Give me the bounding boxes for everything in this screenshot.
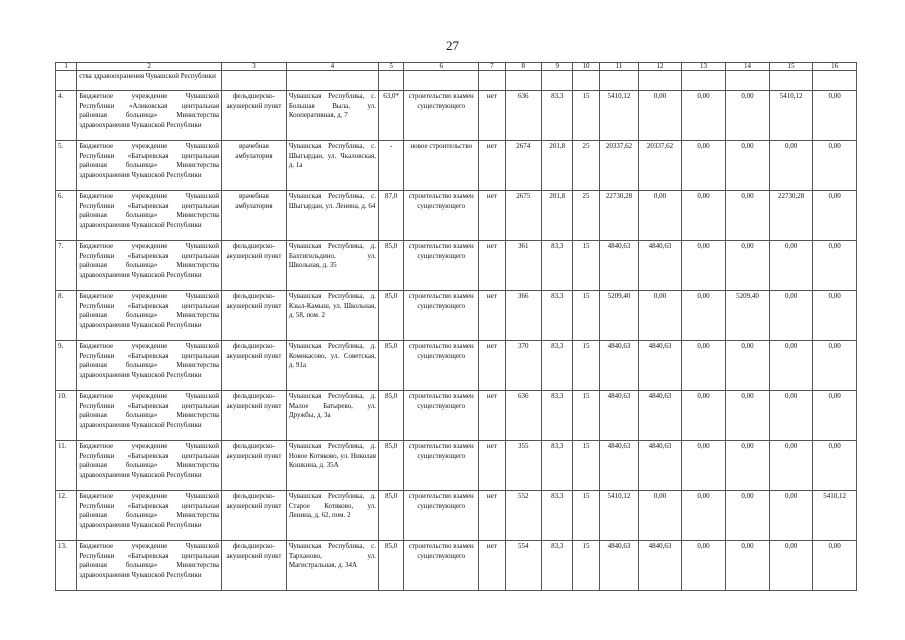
value-cell: 0,00 [726, 341, 770, 391]
value-cell: 4840,63 [599, 541, 638, 591]
value-cell: 0,00 [681, 541, 726, 591]
value-cell: 0,00 [726, 241, 770, 291]
facility-type-cell: фельдшерско-акушерский пункт [222, 241, 287, 291]
value-cell: 0,00 [639, 491, 682, 541]
row-number-cell: 5. [56, 141, 77, 191]
value-cell: 15 [573, 541, 599, 591]
table-row [56, 141, 857, 191]
value-cell: 4840,63 [639, 541, 682, 591]
facility-type-cell: врачебная амбулатория [222, 191, 287, 241]
col-header: 15 [769, 63, 813, 71]
col-header: 12 [639, 63, 682, 71]
facility-type-cell: фельдшерско-акушерский пункт [222, 91, 287, 141]
value-cell: 15 [573, 291, 599, 341]
col-header: 16 [813, 63, 857, 71]
wear-degree-cell: 85,0 [378, 291, 403, 341]
value-cell: 0,00 [813, 441, 857, 491]
table-row [56, 391, 857, 441]
flag-cell: нет [479, 341, 505, 391]
work-type-cell: строительство взамен существующего [404, 441, 479, 491]
value-cell: 15 [573, 491, 599, 541]
value-cell: 83,3 [542, 341, 573, 391]
address-cell: Чувашская Республика, д. Новое Котяково, ул. Николая Кошкина, д. 35А [286, 441, 378, 491]
value-cell: 22730,28 [599, 191, 638, 241]
value-cell: 554 [505, 541, 541, 591]
organization-cell: Бюджетное учреждение Чувашской Республики «Батыревская центральная районная больница» Министерства здравоохранения Чувашской Республики [77, 441, 222, 491]
facilities-table [55, 62, 857, 591]
col-header: 7 [479, 63, 505, 71]
value-cell: 636 [505, 391, 541, 441]
value-cell: 4840,63 [639, 391, 682, 441]
value-cell: 0,00 [639, 291, 682, 341]
facility-type-cell: фельдшерско-акушерский пункт [222, 491, 287, 541]
value-cell: 20337,62 [599, 141, 638, 191]
col-header: 8 [505, 63, 541, 71]
flag-cell: нет [479, 541, 505, 591]
facility-type-cell: фельдшерско-акушерский пункт [222, 291, 287, 341]
row-number-cell: 11. [56, 441, 77, 491]
row-number-cell: 7. [56, 241, 77, 291]
value-cell: 83,3 [542, 391, 573, 441]
table-row [56, 241, 857, 291]
flag-cell: нет [479, 91, 505, 141]
address-cell: Чувашская Республика, с. Тарханово, ул. Магистральная, д. 34А [286, 541, 378, 591]
wear-degree-cell: 85,0 [378, 341, 403, 391]
value-cell: 0,00 [726, 491, 770, 541]
value-cell: 0,00 [726, 441, 770, 491]
organization-cell: Бюджетное учреждение Чувашской Республики «Батыревская центральная районная больница» Министерства здравоохранения Чувашской Республики [77, 541, 222, 591]
value-cell: 0,00 [681, 91, 726, 141]
value-cell: 15 [573, 241, 599, 291]
value-cell: 201,8 [542, 141, 573, 191]
address-cell: Чувашская Республика, д. Старое Котяково, ул. Ленина, д. 62, пом. 2 [286, 491, 378, 541]
value-cell: 25 [573, 141, 599, 191]
facility-type-cell: фельдшерско-акушерский пункт [222, 541, 287, 591]
value-cell: 0,00 [813, 291, 857, 341]
organization-cell: Бюджетное учреждение Чувашской Республики «Батыревская центральная районная больница» Министерства здравоохранения Чувашской Республики [77, 141, 222, 191]
value-cell: 83,3 [542, 491, 573, 541]
col-header: 5 [378, 63, 403, 71]
table-row [56, 191, 857, 241]
address-cell: Чувашская Республика, с. Шыгырдан, ул. Ленина, д. 64 [286, 191, 378, 241]
wear-degree-cell: 85,0 [378, 441, 403, 491]
address-cell: Чувашская Республика, с. Шыгырдан, ул. Чкаловская, д. 1а [286, 141, 378, 191]
value-cell: 5410,12 [599, 91, 638, 141]
value-cell: 0,00 [726, 541, 770, 591]
value-cell: 4840,63 [639, 341, 682, 391]
organization-cell: Бюджетное учреждение Чувашской Республики «Батыревская центральная районная больница» Министерства здравоохранения Чувашской Республики [77, 241, 222, 291]
value-cell: 15 [573, 341, 599, 391]
value-cell: 0,00 [681, 291, 726, 341]
value-cell: 0,00 [681, 141, 726, 191]
value-cell: 0,00 [726, 91, 770, 141]
address-cell: Чувашская Республика, д. Комикасово, ул. Советская, д. 91а [286, 341, 378, 391]
value-cell: 0,00 [769, 291, 813, 341]
address-cell: Чувашская Республика, д. Малое Батырево, ул. Дружбы, д. 3а [286, 391, 378, 441]
col-header: 10 [573, 63, 599, 71]
col-header: 3 [222, 63, 287, 71]
value-cell: 0,00 [681, 441, 726, 491]
flag-cell: нет [479, 291, 505, 341]
value-cell: 83,3 [542, 441, 573, 491]
flag-cell: нет [479, 241, 505, 291]
work-type-cell: строительство взамен существующего [404, 341, 479, 391]
row-number-cell: 8. [56, 291, 77, 341]
row-number-cell: 6. [56, 191, 77, 241]
value-cell: 0,00 [769, 541, 813, 591]
wear-degree-cell: 85,0 [378, 491, 403, 541]
organization-cell: Бюджетное учреждение Чувашской Республики «Батыревская центральная районная больница» Министерства здравоохранения Чувашской Республики [77, 191, 222, 241]
value-cell: 0,00 [681, 191, 726, 241]
work-type-cell: строительство взамен существующего [404, 191, 479, 241]
work-type-cell: строительство взамен существующего [404, 541, 479, 591]
value-cell: 15 [573, 441, 599, 491]
col-header: 9 [542, 63, 573, 71]
wear-degree-cell: 85,0 [378, 241, 403, 291]
continued-row [56, 71, 857, 91]
value-cell: 15 [573, 391, 599, 441]
organization-cell: Бюджетное учреждение Чувашской Республики «Батыревская центральная районная больница» Министерства здравоохранения Чувашской Республики [77, 291, 222, 341]
col-header: 13 [681, 63, 726, 71]
organization-cell: Бюджетное учреждение Чувашской Республики «Батыревская центральная районная больница» Министерства здравоохранения Чувашской Республики [77, 341, 222, 391]
organization-cell: Бюджетное учреждение Чувашской Республики «Батыревская центральная районная больница» Министерства здравоохранения Чувашской Республики [77, 491, 222, 541]
wear-degree-cell: 85,0 [378, 541, 403, 591]
row-number-cell: 10. [56, 391, 77, 441]
flag-cell: нет [479, 391, 505, 441]
value-cell: 0,00 [813, 241, 857, 291]
value-cell: 25 [573, 191, 599, 241]
col-header: 11 [599, 63, 638, 71]
row-number-cell: 13. [56, 541, 77, 591]
col-header: 6 [404, 63, 479, 71]
table-row [56, 291, 857, 341]
table-row [56, 441, 857, 491]
address-cell: Чувашская Республика, д. Бахтигильдино, ул. Школьная, д. 35 [286, 241, 378, 291]
facility-type-cell: фельдшерско-акушерский пункт [222, 391, 287, 441]
value-cell: 370 [505, 341, 541, 391]
value-cell: 0,00 [726, 391, 770, 441]
value-cell: 5410,12 [813, 491, 857, 541]
wear-degree-cell: 85,0 [378, 391, 403, 441]
value-cell: 83,3 [542, 91, 573, 141]
wear-degree-cell: 87,0 [378, 191, 403, 241]
work-type-cell: новое строительство [404, 141, 479, 191]
work-type-cell: строительство взамен существующего [404, 491, 479, 541]
value-cell: 355 [505, 441, 541, 491]
row-number-cell: 12. [56, 491, 77, 541]
value-cell: 5209,40 [599, 291, 638, 341]
facility-type-cell: фельдшерско-акушерский пункт [222, 441, 287, 491]
value-cell: 20337,62 [639, 141, 682, 191]
value-cell: 0,00 [639, 91, 682, 141]
facility-type-cell: фельдшерско-акушерский пункт [222, 341, 287, 391]
organization-cell: Бюджетное учреждение Чувашской Республики «Батыревская центральная районная больница» Министерства здравоохранения Чувашской Республики [77, 391, 222, 441]
col-header: 1 [56, 63, 77, 71]
work-type-cell: строительство взамен существующего [404, 91, 479, 141]
value-cell: 0,00 [769, 341, 813, 391]
address-cell: Чувашская Республика, с. Большая Выла, ул. Кооперативная, д. 7 [286, 91, 378, 141]
value-cell: 366 [505, 291, 541, 341]
table-row [56, 91, 857, 141]
value-cell: 4840,63 [639, 441, 682, 491]
value-cell: 552 [505, 491, 541, 541]
value-cell: 0,00 [769, 391, 813, 441]
table-row [56, 541, 857, 591]
value-cell: 5410,12 [769, 91, 813, 141]
col-header: 2 [77, 63, 222, 71]
wear-degree-cell: 63,0* [378, 91, 403, 141]
value-cell: 0,00 [813, 391, 857, 441]
value-cell: 4840,63 [599, 391, 638, 441]
value-cell: 0,00 [813, 91, 857, 141]
table-row [56, 491, 857, 541]
wear-degree-cell: - [378, 141, 403, 191]
value-cell: 0,00 [681, 391, 726, 441]
work-type-cell: строительство взамен существующего [404, 241, 479, 291]
value-cell: 0,00 [769, 491, 813, 541]
page-number: 27 [446, 38, 459, 53]
value-cell: 0,00 [681, 241, 726, 291]
value-cell: 0,00 [681, 491, 726, 541]
row-number-cell: 4. [56, 91, 77, 141]
flag-cell: нет [479, 191, 505, 241]
work-type-cell: строительство взамен существующего [404, 391, 479, 441]
row-number-cell: 9. [56, 341, 77, 391]
column-number-header [56, 63, 857, 71]
value-cell: 0,00 [681, 341, 726, 391]
value-cell: 0,00 [813, 141, 857, 191]
work-type-cell: строительство взамен существующего [404, 291, 479, 341]
flag-cell: нет [479, 441, 505, 491]
value-cell: 83,3 [542, 541, 573, 591]
value-cell: 4840,63 [599, 241, 638, 291]
table-row [56, 341, 857, 391]
organization-cell: Бюджетное учреждение Чувашской Республики «Аликовская центральная районная больница» Министерства здравоохранения Чувашской Республики [77, 91, 222, 141]
value-cell: 0,00 [726, 191, 770, 241]
value-cell: 0,00 [813, 341, 857, 391]
col-header: 4 [286, 63, 378, 71]
value-cell: 636 [505, 91, 541, 141]
value-cell: 0,00 [769, 141, 813, 191]
value-cell: 0,00 [813, 191, 857, 241]
facility-type-cell: врачебная амбулатория [222, 141, 287, 191]
col-header: 14 [726, 63, 770, 71]
value-cell: 201,8 [542, 191, 573, 241]
value-cell: 2674 [505, 141, 541, 191]
value-cell: 361 [505, 241, 541, 291]
value-cell: 2675 [505, 191, 541, 241]
organization-cell: ства здравоохранения Чувашской Республики [77, 71, 222, 91]
value-cell: 83,3 [542, 241, 573, 291]
value-cell: 4840,63 [599, 341, 638, 391]
value-cell: 15 [573, 91, 599, 141]
flag-cell: нет [479, 491, 505, 541]
value-cell: 0,00 [726, 141, 770, 191]
address-cell: Чувашская Республика, д. Кзыл-Камыш, ул. Школьная, д. 58, пом. 2 [286, 291, 378, 341]
value-cell: 4840,63 [639, 241, 682, 291]
value-cell: 83,3 [542, 291, 573, 341]
value-cell: 0,00 [769, 441, 813, 491]
value-cell: 0,00 [769, 241, 813, 291]
value-cell: 5209,40 [726, 291, 770, 341]
value-cell: 0,00 [813, 541, 857, 591]
value-cell: 5410,12 [599, 491, 638, 541]
flag-cell: нет [479, 141, 505, 191]
value-cell: 22730,28 [769, 191, 813, 241]
value-cell: 4840,63 [599, 441, 638, 491]
value-cell: 0,00 [639, 191, 682, 241]
